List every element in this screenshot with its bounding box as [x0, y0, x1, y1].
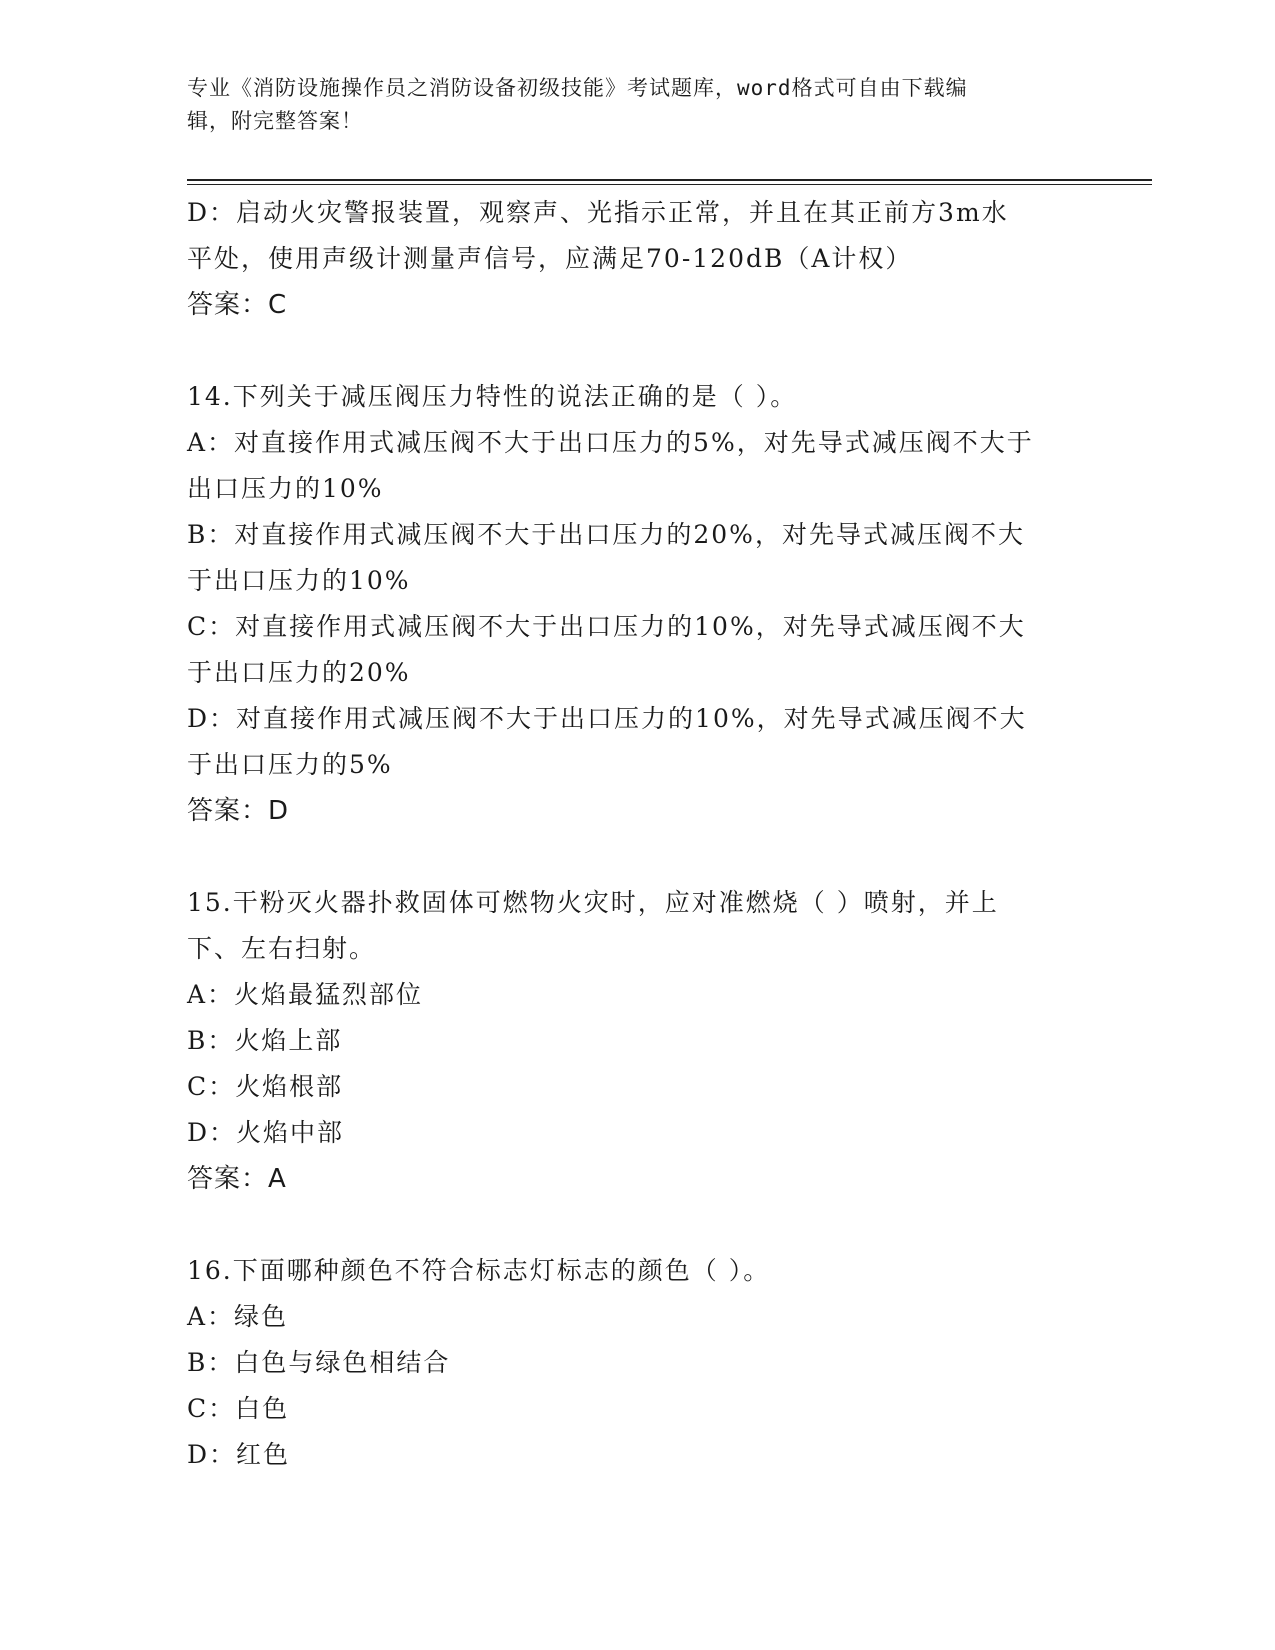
- question-14-option-d-line-2: 于出口压力的5%: [187, 750, 393, 779]
- question-15-option-d: D：火焰中部: [187, 1118, 345, 1147]
- question-15-option-b: B：火焰上部: [187, 1026, 343, 1055]
- header-rule-thin: [187, 184, 1152, 185]
- question-content: [187, 190, 1087, 1478]
- page-header: [187, 72, 1067, 138]
- question-14-option-a-line-2: 出口压力的10%: [187, 474, 384, 503]
- spacer: [187, 1202, 1087, 1248]
- question-16-option-b: B：白色与绿色相结合: [187, 1348, 451, 1377]
- question-13-answer: 答案：C: [187, 290, 288, 320]
- question-13-option-d-line-1: D：启动火灾警报装置，观察声、光指示正常，并且在其正前方3m水: [187, 198, 1009, 227]
- header-rule: [187, 179, 1152, 181]
- spacer: [187, 328, 1087, 374]
- question-15-stem-line-1: 15.干粉灭火器扑救固体可燃物火灾时，应对准燃烧（ ）喷射，并上: [187, 888, 999, 917]
- question-15-answer: 答案：A: [187, 1164, 287, 1194]
- question-14-option-b-line-2: 于出口压力的10%: [187, 566, 411, 595]
- question-16-option-c: C：白色: [187, 1394, 290, 1423]
- question-16-option-a: A：绿色: [187, 1302, 289, 1331]
- question-14-option-b-line-1: B：对直接作用式减压阀不大于出口压力的20%，对先导式减压阀不大: [187, 520, 1025, 549]
- question-15-option-c: C：火焰根部: [187, 1072, 344, 1101]
- spacer: [187, 834, 1087, 880]
- question-15-option-a: A：火焰最猛烈部位: [187, 980, 424, 1009]
- question-15-stem-line-2: 下、左右扫射。: [187, 934, 377, 963]
- question-14-option-c-line-1: C：对直接作用式减压阀不大于出口压力的10%，对先导式减压阀不大: [187, 612, 1026, 641]
- header-line-1: 专业《消防设施操作员之消防设备初级技能》考试题库，word格式可自由下载编: [187, 76, 968, 100]
- question-14-stem: 14.下列关于减压阀压力特性的说法正确的是（ ）。: [187, 382, 798, 411]
- question-16-stem: 16.下面哪种颜色不符合标志灯标志的颜色（ ）。: [187, 1256, 771, 1285]
- question-14-option-d-line-1: D：对直接作用式减压阀不大于出口压力的10%，对先导式减压阀不大: [187, 704, 1027, 733]
- question-14-answer: 答案：D: [187, 796, 290, 826]
- question-13-option-d-line-2: 平处，使用声级计测量声信号，应满足70-120dB（A计权）: [187, 244, 913, 273]
- question-16-option-d: D：红色: [187, 1440, 291, 1469]
- question-14-option-a-line-1: A：对直接作用式减压阀不大于出口压力的5%，对先导式减压阀不大于: [187, 428, 1034, 457]
- header-line-2: 辑，附完整答案！: [187, 109, 363, 133]
- question-14-option-c-line-2: 于出口压力的20%: [187, 658, 411, 687]
